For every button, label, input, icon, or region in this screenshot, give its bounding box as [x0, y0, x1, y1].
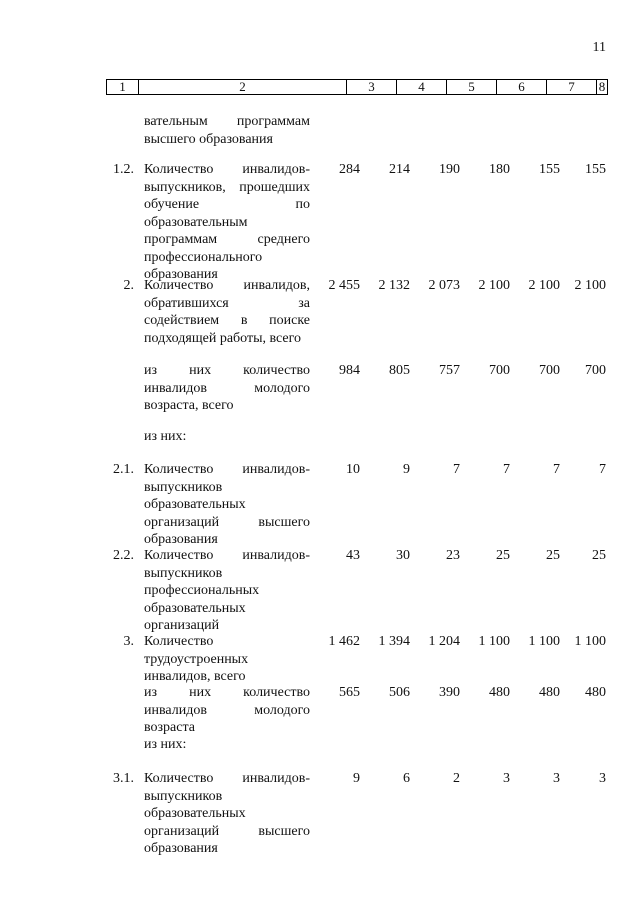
value-col-7: 25: [546, 548, 560, 563]
value-col-7: 7: [553, 462, 560, 477]
value-col-6: 1 100: [478, 634, 510, 649]
value-col-8: 480: [585, 685, 606, 700]
value-col-4: 6: [403, 771, 410, 786]
value-col-3: 565: [339, 685, 360, 700]
row-description: Количество трудоустроенных инвалидов, всего: [144, 634, 249, 684]
value-col-8: 25: [592, 548, 606, 563]
value-col-3: 984: [339, 363, 360, 378]
header-cell-2: 2: [139, 80, 347, 94]
row-number: 3.1.: [113, 771, 134, 786]
value-col-7: 155: [539, 162, 560, 177]
value-col-6: 2 100: [478, 278, 510, 293]
row-number: 3.: [123, 634, 134, 649]
header-cell-6: 6: [497, 80, 547, 94]
row-description: из них:: [144, 737, 187, 752]
value-col-3: 1 462: [328, 634, 360, 649]
table-header-row: [106, 79, 608, 95]
value-col-7: 3: [553, 771, 560, 786]
value-col-7: 1 100: [528, 634, 560, 649]
row-description: из них количество инвалидов молодого возраста: [144, 685, 310, 735]
row-description: вательным программам высшего образования: [144, 114, 310, 147]
value-col-7: 700: [539, 363, 560, 378]
value-col-5: 2 073: [428, 278, 460, 293]
value-col-6: 480: [489, 685, 510, 700]
row-description: Количество инвалидов-выпускников образовательных организаций высшего образования: [144, 462, 310, 547]
value-col-8: 7: [599, 462, 606, 477]
value-col-4: 9: [403, 462, 410, 477]
value-col-5: 7: [453, 462, 460, 477]
value-col-6: 3: [503, 771, 510, 786]
value-col-4: 214: [389, 162, 410, 177]
value-col-3: 2 455: [328, 278, 360, 293]
row-number: 2.1.: [113, 462, 134, 477]
header-cell-4: 4: [397, 80, 447, 94]
header-cell-1: 1: [107, 80, 139, 94]
row-description: Количество инвалидов-выпускников, прошедших обучение по образовательным программам среднего профессионального образования: [144, 162, 310, 282]
row-description: Количество инвалидов-выпускников профессиональных образовательных организаций: [144, 548, 310, 633]
row-number: 2.: [123, 278, 134, 293]
value-col-3: 284: [339, 162, 360, 177]
row-number: 1.2.: [113, 162, 134, 177]
row-description: из них количество инвалидов молодого возраста, всего: [144, 363, 310, 413]
value-col-5: 2: [453, 771, 460, 786]
value-col-4: 30: [396, 548, 410, 563]
value-col-6: 180: [489, 162, 510, 177]
value-col-3: 9: [353, 771, 360, 786]
value-col-7: 2 100: [528, 278, 560, 293]
value-col-8: 700: [585, 363, 606, 378]
value-col-4: 805: [389, 363, 410, 378]
value-col-8: 155: [585, 162, 606, 177]
value-col-5: 23: [446, 548, 460, 563]
value-col-7: 480: [539, 685, 560, 700]
row-description: из них:: [144, 429, 187, 444]
value-col-3: 43: [346, 548, 360, 563]
page-number: 11: [592, 40, 606, 55]
value-col-8: 2 100: [574, 278, 606, 293]
value-col-4: 506: [389, 685, 410, 700]
value-col-3: 10: [346, 462, 360, 477]
row-number: 2.2.: [113, 548, 134, 563]
header-cell-7: 7: [547, 80, 597, 94]
row-description: Количество инвалидов, обратившихся за содействием в поиске подходящей работы, всего: [144, 278, 310, 346]
value-col-6: 700: [489, 363, 510, 378]
value-col-4: 2 132: [378, 278, 410, 293]
value-col-8: 3: [599, 771, 606, 786]
value-col-5: 390: [439, 685, 460, 700]
header-cell-8: 8: [598, 79, 606, 94]
value-col-5: 1 204: [428, 634, 460, 649]
value-col-4: 1 394: [378, 634, 410, 649]
value-col-5: 190: [439, 162, 460, 177]
value-col-6: 7: [503, 462, 510, 477]
value-col-6: 25: [496, 548, 510, 563]
value-col-5: 757: [439, 363, 460, 378]
header-cell-3: 3: [347, 80, 397, 94]
value-col-8: 1 100: [574, 634, 606, 649]
row-description: Количество инвалидов-выпускников образовательных организаций высшего образования: [144, 771, 310, 856]
header-cell-5: 5: [447, 80, 497, 94]
